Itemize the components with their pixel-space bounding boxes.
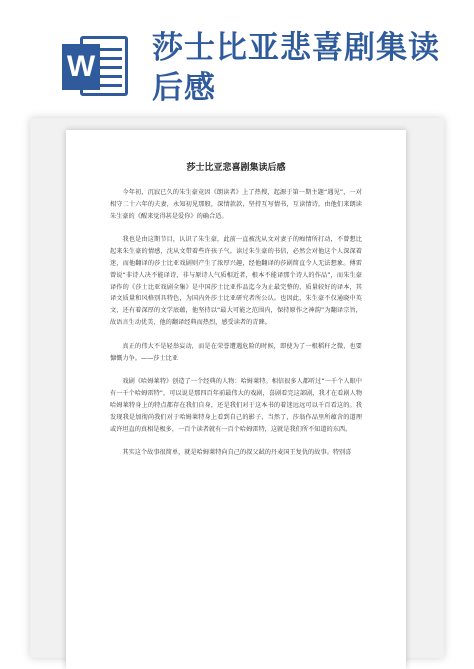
quote-paragraph: 真正的伟大不是轻举妄动，而是在荣誉遭遇危险的时候，即使为了一根稻秆之微，也要慷慨力争。——莎士比亚 [110, 342, 362, 362]
paragraph: 戏剧《哈姆莱特》创造了一个经典的人物：哈姆莱特。相信很多人都听过“一千个人眼中有一千个哈姆雷特”，可以说是那四百年前最伟大的戏剧，喜剧看完这部剧，我才在看剧人物哈姆莱特身上的特点都存在我们自身，还是我们对于这本书的着迷远远可以千百看这的。我发现我是加彻尚我们对于哈姆莱特身上看到自己的影子，当然了，莎翁作品里所蕴含的道理或许坦直的真相是极多，一百个读者就有一百个哈姆雷特，这就是我们所不知道的东西。 [110, 378, 362, 433]
document-page [66, 130, 406, 669]
paragraph: 其实这个故事很简单，就是哈姆莱特向自己的叔父弑的丹麦国王复仇的故事。特别喜 [122, 449, 352, 457]
document-title: 莎士比亚悲喜剧集读后感 [186, 163, 286, 173]
word-document-icon [62, 34, 132, 98]
word-letter-badge: W [62, 44, 100, 90]
banner-title: 莎士比亚悲喜剧集读后感 [152, 30, 440, 106]
paragraph: 我也是由这期节目，认识了朱生豪，此前一直被沈从文对妻子的痴情所打动，不曾想比起来朱生豪的情感，沈从文带着些许孩子气。读过朱生豪的书信，必然会对他这个人深深着迷，而他翻译的莎士比亚戏剧则产生了浓厚兴趣，经他翻译的莎剧简直令人无法想象。傅雷曾说“非诗人决不能译诗，非与原诗人气质相近者，根本不能译那个诗人的作品”，而朱生豪译作的《莎士比亚戏剧全集》是中国莎士比亚作品迄今为止最完整的、质量较好的译本，其译文质量和风格别具特色，为国内外莎士比亚研究者所公认。也因此，朱生豪不仅通晓中英文，还有着深厚的文学底蕴，他坚持以“最大可能之范围内，保持原作之神韵”为翻译宗旨，故语言生动优美，他的翻译经典而热烈，感受读者的青睐。 [110, 236, 362, 326]
paragraph: 今年初，沉寂已久的朱生豪竟因《朗读者》上了热搜，起源于第一期主题“遇见”，一对相守二十六年的夫妻，永知初见那般，深情款款，坚持互写情书，互读情诗，由他们来朗读朱生豪的《醒来觉得甚是爱你》的确合适。 [110, 189, 362, 220]
banner [0, 0, 474, 118]
